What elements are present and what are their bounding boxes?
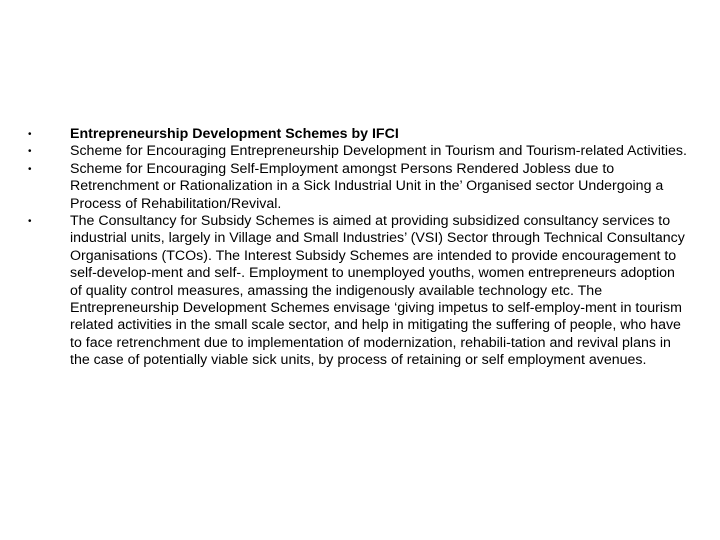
bullet-text: Entrepreneurship Development Schemes by IFCI <box>70 126 399 142</box>
bullet-text: Scheme for Encouraging Entrepreneurship Development in Tourism and Tourism-related Activities. <box>70 143 687 160</box>
bullet-icon: • <box>28 146 32 158</box>
bullet-item-tourism-scheme <box>28 143 688 160</box>
bullet-text: The Consultancy for Subsidy Schemes is aimed at providing subsidized consultancy services to industrial units, largely in Village and Small Industries’ (VSI) Sector through Technical Consultancy Organisations (TCOs). The Interest Subsidy Schemes are intended to provide encouragement to self-develop-ment and self-. Employment to unemployed youths, women entrepreneurs adoption of quality control measures, amassing the indigenously available technology etc. The Entrepreneurship Development Schemes envisage ‘giving impetus to self-employ-ment in tourism related activities in the small scale sector, and help in mitigating the suffering of people, who have to face retrenchment due to implementation of modernization, rehabili-tation and revival plans in the case of potentially viable sick units, by process of retaining or self employment avenues. <box>70 213 685 369</box>
bullet-item-consultancy-subsidy <box>28 213 688 370</box>
bullet-icon: • <box>28 163 32 175</box>
bullet-item-self-employment-scheme <box>28 161 688 213</box>
bullet-icon: • <box>28 129 32 140</box>
bullet-list <box>28 126 688 370</box>
bullet-text: Scheme for Encouraging Self-Employment amongst Persons Rendered Jobless due to Retrenchment or Rationalization in a Sick Industrial Unit in the’ Organised sector Undergoing a Process of Rehabilitation/Revival. <box>70 160 664 212</box>
bullet-icon: • <box>28 216 32 228</box>
bullet-item-ed-schemes-heading <box>28 126 688 143</box>
